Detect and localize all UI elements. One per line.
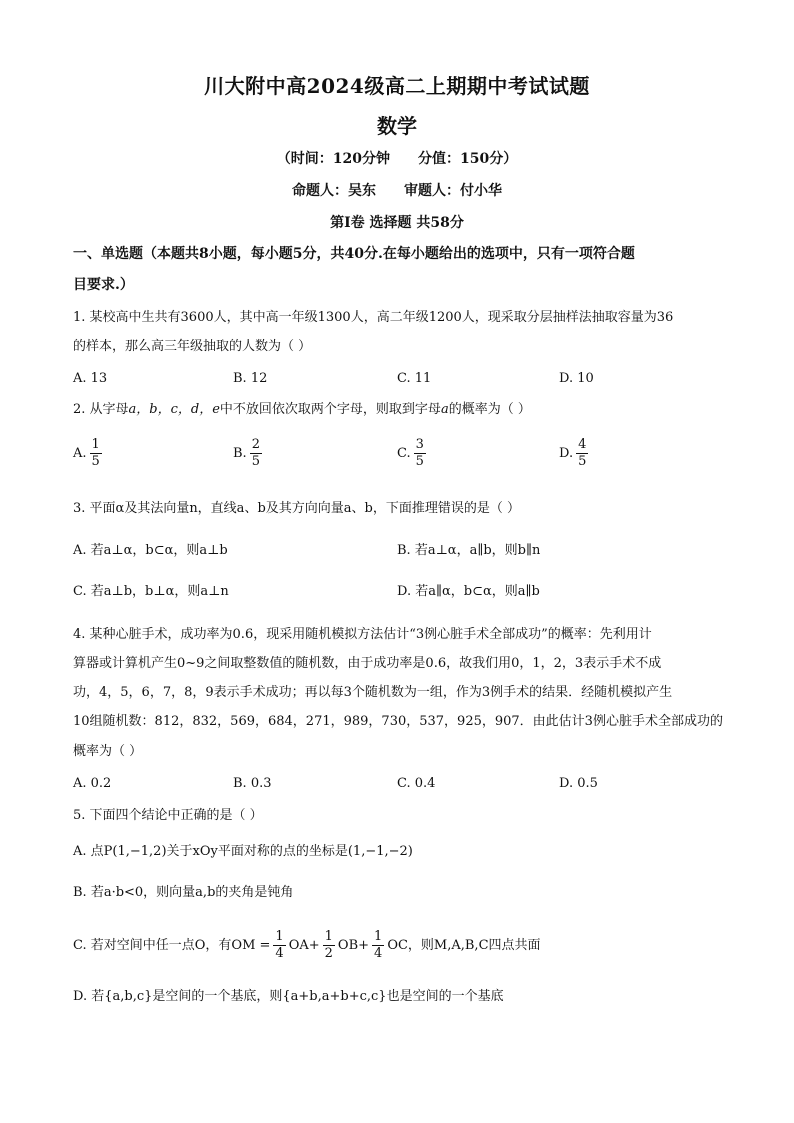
q4-stem-line1: 4. 某种心脏手术，成功率为0.6，现采用随机模拟方法估计“3例心脏手术全部成功”的概率：先利用计 [73, 627, 652, 642]
q5c-frac-1: $\frac{1}{4}$ [275, 929, 284, 961]
q2-option-c: C. $\frac{3}{5}$ [397, 437, 424, 469]
subject-title: 数学 [377, 114, 417, 138]
q3-option-b: B. 若a⊥α，a∥b，则b∥n [397, 543, 541, 558]
q4-stem-line2: 算器或计算机产生0~9之间取整数值的随机数，由于成功率是0.6，故我们用0，1，2，3表示手术不成 [73, 656, 662, 671]
q5-option-b: B. 若a·b<0，则向量a,b的夹角是钝角 [73, 885, 294, 900]
q1-stem-line1: 1. 某校高中生共有3600人，其中高一年级1300人，高二年级1200人，现采取分层抽样法抽取容量为36 [73, 310, 674, 325]
authors-line [0, 180, 794, 200]
q4-option-d: D. 0.5 [559, 776, 598, 791]
exam-score: 分值：150分） [418, 151, 518, 167]
q5c-frac-2: $\frac{1}{2}$ [324, 929, 333, 961]
q5-stem: 5. 下面四个结论中正确的是（ ） [73, 808, 263, 823]
section-heading-line1: 一、单选题（本题共8小题，每小题5分，共40分.在每小题给出的选项中，只有一项符合题 [73, 246, 635, 262]
exam-title: 川大附中高2024级高二上期期中考试试题 [204, 74, 590, 98]
q3-stem: 3. 平面α及其法向量n，直线a、b及其方向向量a、b，下面推理错误的是（ ） [73, 501, 520, 516]
q5-option-d: D. 若{a,b,c}是空间的一个基底，则{a+b,a+b+c,c}也是空间的一个基底 [73, 989, 504, 1004]
q2-fraction-c: $\frac{3}{5}$ [415, 437, 424, 469]
setter: 命题人：吴东 [292, 183, 376, 199]
q3-option-d: D. 若a∥α，b⊂α，则a∥b [397, 584, 540, 599]
exam-time: （时间：120分钟 [276, 151, 390, 167]
q2-letter-a: a [440, 402, 449, 417]
q1-stem-line2: 的样本，那么高三年级抽取的人数为（ ） [73, 339, 312, 354]
q3-option-c: C. 若a⊥b，b⊥α，则a⊥n [73, 584, 229, 599]
q3-option-a: A. 若a⊥α，b⊂α，则a⊥b [73, 543, 228, 558]
part-heading: 第Ⅰ卷 选择题 共58分 [330, 215, 464, 231]
q4-stem-line3: 功，4，5，6，7，8，9表示手术成功；再以每3个随机数为一组，作为3例手术的结果．经随机模拟产生 [73, 685, 673, 700]
q5c-frac-3: $\frac{1}{4}$ [374, 929, 383, 961]
q2-option-b: B. $\frac{2}{5}$ [233, 437, 260, 469]
q2-option-a: A. $\frac{1}{5}$ [73, 437, 100, 469]
q1-option-b: B. 12 [233, 371, 268, 386]
q2-fraction-a: $\frac{1}{5}$ [91, 437, 100, 469]
q1-option-a: A. 13 [73, 371, 108, 386]
q4-stem-line4: 10组随机数：812，832，569，684，271，989，730，537，925，907．由此估计3例心脏手术全部成功的 [73, 714, 723, 729]
q1-option-c: C. 11 [397, 371, 432, 386]
q2-letters: a，b，c，d，e [128, 402, 220, 417]
time-score-line [0, 148, 794, 168]
q2-fraction-b: $\frac{2}{5}$ [251, 437, 260, 469]
q5-option-c: C. 若对空间中任一点O，有OM = $\frac{1}{4}$ OA+ $\frac{1}{2}$ OB+ $\frac{1}{4}$ OC，则M,A,B,C四点共面 [73, 929, 541, 961]
q4-option-c: C. 0.4 [397, 776, 436, 791]
q2-fraction-d: $\frac{4}{5}$ [578, 437, 587, 469]
q2-stem: 2. 从字母a，b，c，d，e中不放回依次取两个字母，则取到字母a的概率为（ ） [73, 402, 531, 417]
q4-stem-line5: 概率为（ ） [73, 744, 143, 759]
q4-option-b: B. 0.3 [233, 776, 272, 791]
q4-option-a: A. 0.2 [73, 776, 112, 791]
q5-option-a: A. 点P(1,−1,2)关于xOy平面对称的点的坐标是(1,−1,−2) [73, 844, 413, 859]
q2-option-d: D. $\frac{4}{5}$ [559, 437, 587, 469]
q1-option-d: D. 10 [559, 371, 594, 386]
reviewer: 审题人：付小华 [404, 183, 502, 199]
section-heading-line2: 目要求.） [73, 277, 134, 293]
